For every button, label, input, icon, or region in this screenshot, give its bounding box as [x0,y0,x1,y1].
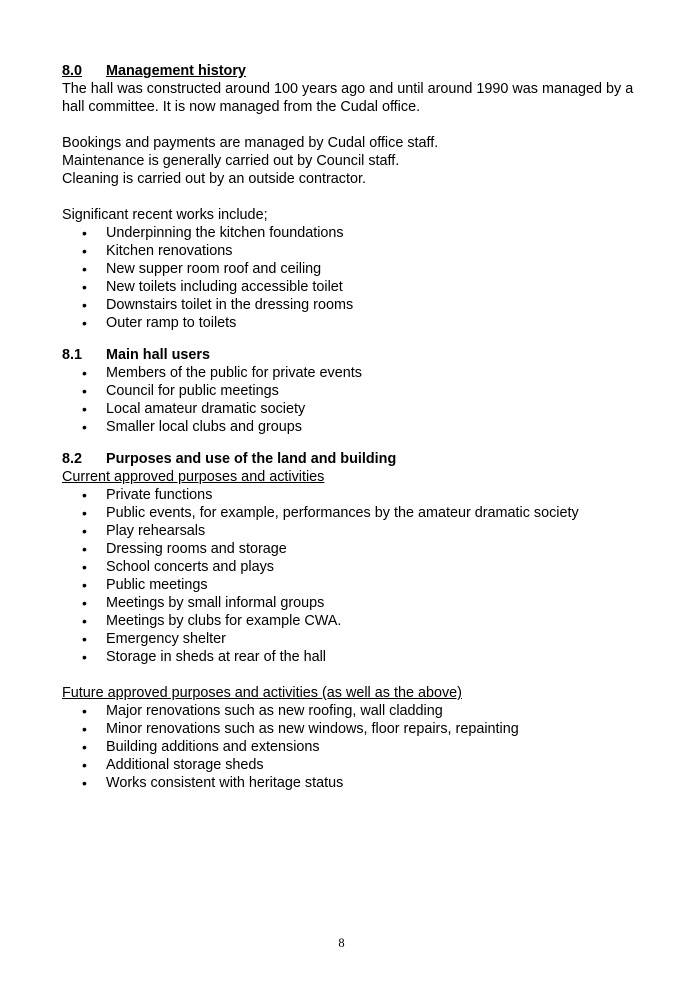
bullet-icon: • [82,401,87,417]
document-body [62,62,642,792]
section-number: 8.1 [62,347,83,363]
list-item: • Emergency shelter [82,631,226,647]
list-item: • Additional storage sheds [82,757,264,773]
paragraph-bookings: Bookings and payments are managed by Cudal office staff. [62,135,439,151]
list-item: • Building additions and extensions [82,739,320,755]
bullet-icon: • [82,649,87,665]
page-number: 8 [338,936,345,950]
list-item: • New supper room roof and ceiling [82,261,322,277]
section-title: Purposes and use of the land and building [106,451,397,467]
bullet-icon: • [82,261,87,277]
list-item: • Downstairs toilet in the dressing rooms [82,297,354,313]
current-purposes-list [62,486,642,666]
paragraph-hall-history: The hall was constructed around 100 years ago and until around 1990 was managed by a hall committee. It is now managed from the Cudal office. [62,81,634,115]
bullet-icon: • [82,419,87,435]
list-item: • Minor renovations such as new windows, floor repairs, repainting [82,721,519,737]
bullet-icon: • [82,559,87,575]
bullet-icon: • [82,595,87,611]
list-item: • Meetings by small informal groups [82,595,325,611]
paragraph-maintenance: Maintenance is generally carried out by Council staff. [62,153,400,169]
section-heading-purposes [62,450,642,468]
section-title: Main hall users [106,347,210,363]
list-item: • Members of the public for private events [82,365,362,381]
works-list [62,224,642,332]
bullet-icon: • [82,577,87,593]
list-item: • Storage in sheds at rear of the hall [82,649,326,665]
list-item: • Underpinning the kitchen foundations [82,225,344,241]
list-item: • Outer ramp to toilets [82,315,237,331]
bullet-icon: • [82,523,87,539]
list-item: • Works consistent with heritage status [82,775,344,791]
list-item: • Play rehearsals [82,523,206,539]
bullet-icon: • [82,487,87,503]
bullet-icon: • [82,315,87,331]
list-item: • Major renovations such as new roofing, wall cladding [82,703,443,719]
section-number: 8.0 [62,63,83,79]
subheading-current-purposes: Current approved purposes and activities [62,469,325,485]
list-item: • New toilets including accessible toilet [82,279,343,295]
bullet-icon: • [82,631,87,647]
section-number: 8.2 [62,451,83,467]
bullet-icon: • [82,703,87,719]
bullet-icon: • [82,775,87,791]
paragraph-works-intro: Significant recent works include; [62,207,268,223]
bullet-icon: • [82,541,87,557]
section-heading-main-hall-users [62,346,642,364]
bullet-icon: • [82,739,87,755]
list-item: • Dressing rooms and storage [82,541,287,557]
bullet-icon: • [82,243,87,259]
bullet-icon: • [82,757,87,773]
bullet-icon: • [82,383,87,399]
bullet-icon: • [82,225,87,241]
section-title: Management history [106,63,246,79]
users-list [62,364,642,436]
list-item: • Local amateur dramatic society [82,401,306,417]
paragraph-cleaning: Cleaning is carried out by an outside contractor. [62,171,366,187]
bullet-icon: • [82,721,87,737]
list-item: • Public meetings [82,577,208,593]
list-item: • Kitchen renovations [82,243,233,259]
future-purposes-list [62,702,642,792]
bullet-icon: • [82,297,87,313]
list-item: • Public events, for example, performances by the amateur dramatic society [82,505,579,521]
bullet-icon: • [82,613,87,629]
bullet-icon: • [82,365,87,381]
bullet-icon: • [82,279,87,295]
list-item: • Smaller local clubs and groups [82,419,302,435]
list-item: • School concerts and plays [82,559,274,575]
list-item: • Meetings by clubs for example CWA. [82,613,342,629]
list-item: • Private functions [82,487,213,503]
section-heading-management-history [62,62,642,80]
bullet-icon: • [82,505,87,521]
subheading-future-purposes: Future approved purposes and activities (as well as the above) [62,685,462,701]
list-item: • Council for public meetings [82,383,279,399]
